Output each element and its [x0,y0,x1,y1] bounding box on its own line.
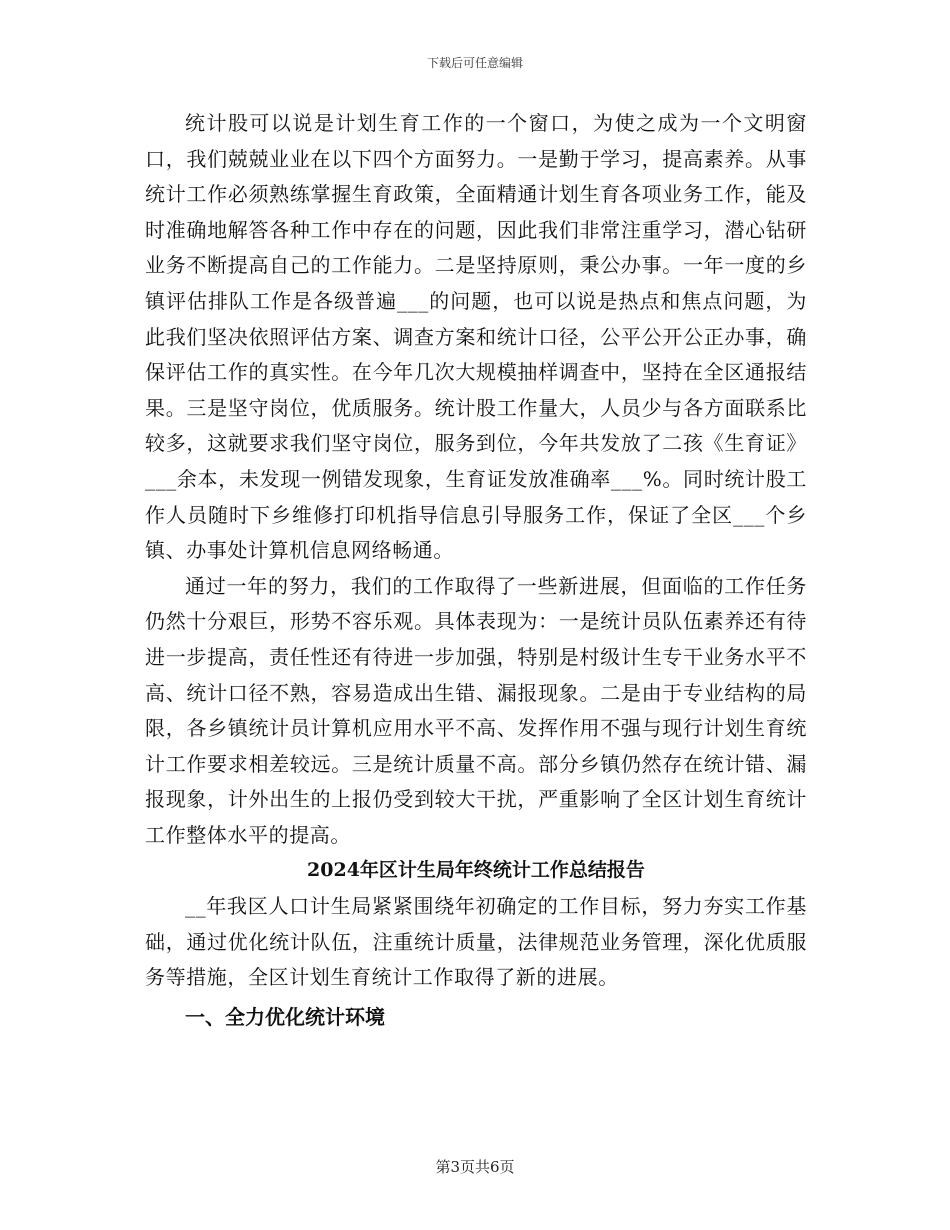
section-heading: 一、全力优化统计环境 [185,1004,385,1029]
page-header: 下载后可任意编辑 [426,56,523,70]
paragraph-problems: 通过一年的努力，我们的工作取得了一些新进展，但面临的工作任务仍然十分艰巨，形势不容乐观。具体表现为：一是统计员队伍素养还有待进一步提高，责任性还有待进一步加强，特别是村级计生专干业务水平不高、统计口径不熟，容易造成出生错、漏报现象。二是由于专业结构的局限，各乡镇统计员计算机应用水平不高、发挥作用不强与现行计划生育统计工作要求相差较远。三是统计质量不高。部分乡镇仍然存在统计错、漏报现象，计外出生的上报仍受到较大干扰，严重影响了全区计划生育统计工作整体水平的提高。 [145,573,807,847]
paragraph-intro: __年我区人口计生局紧紧围绕年初确定的工作目标，努力夯实工作基础，通过优化统计队伍，注重统计质量，法律规范业务管理，深化优质服务等措施，全区计划生育统计工作取得了新的进展。 [145,894,807,990]
document-body [145,106,807,1035]
paragraph-statistics-window: 统计股可以说是计划生育工作的一个窗口，为使之成为一个文明窗口，我们兢兢业业在以下四个方面努力。一是勤于学习，提高素养。从事统计工作必须熟练掌握生育政策，全面精通计划生育各项业务工作，能及时准确地解答各种工作中存在的问题，因此我们非常注重学习，潜心钻研业务不断提高自己的工作能力。二是坚持原则，秉公办事。一年一度的乡镇评估排队工作是各级普遍___的问题，也可以说是热点和焦点问题，为此我们坚决依照评估方案、调查方案和统计口径，公平公开公正办事，确保评估工作的真实性。在今年几次大规模抽样调查中，坚持在全区通报结果。三是坚守岗位，优质服务。统计股工作量大，人员少与各方面联系比较多，这就要求我们坚守岗位，服务到位，今年共发放了二孩《生育证》___余本，未发现一例错发现象，生育证发放准确率___%。同时统计股工作人员随时下乡维修打印机指导信息引导服务工作，保证了全区___个乡镇、办事处计算机信息网络畅通。 [145,111,807,563]
page-number: 第3页共6页 [435,1158,515,1176]
document-title: 2024年区计生局年终统计工作总结报告 [307,859,645,882]
